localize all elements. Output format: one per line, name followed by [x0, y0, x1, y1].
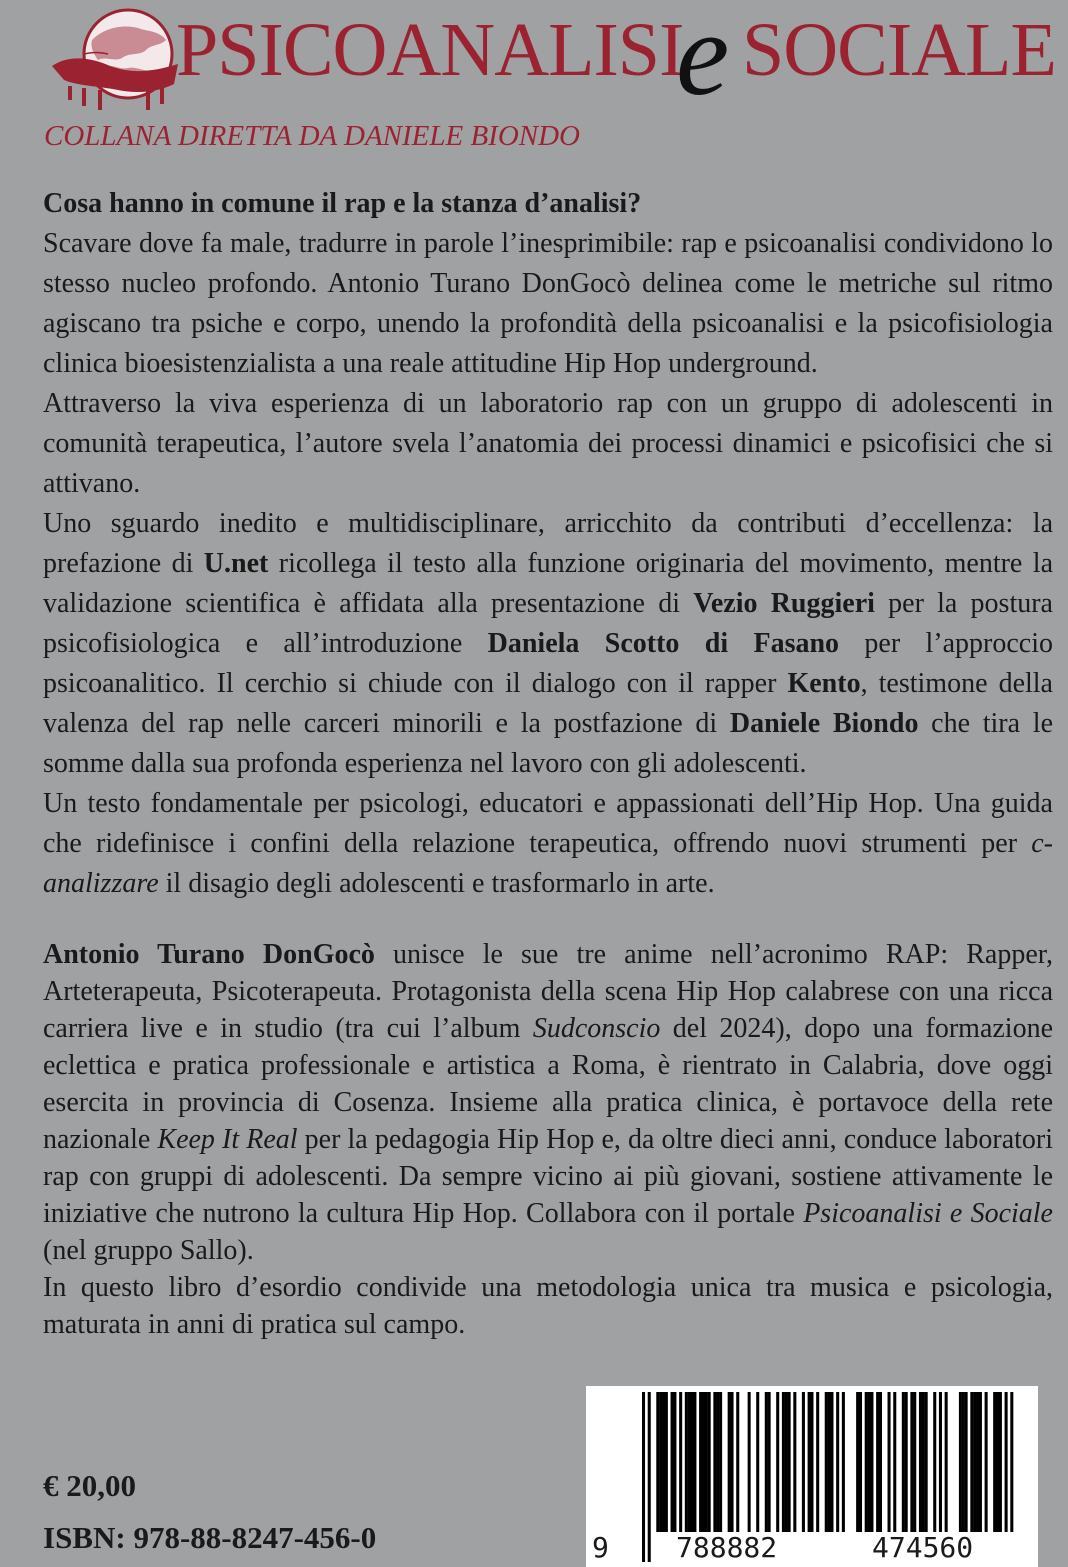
text-run: Uno sguardo inedito e multidisciplinare, arricchito da contributi d’eccellenza: la prefazione di — [43, 508, 1053, 579]
barcode-bar — [999, 1392, 1002, 1532]
contributor-kento: Kento — [787, 668, 861, 699]
author-bio-closing — [43, 1269, 1053, 1343]
barcode-bar — [736, 1392, 739, 1532]
barcode-bar — [691, 1392, 694, 1532]
contributor-unet: U.net — [203, 548, 269, 579]
author-bio-paragraph — [43, 936, 1053, 1269]
text-run: (nel gruppo Sallo). — [43, 1235, 254, 1266]
text-run: In questo libro d’esordio condivide una metodologia unica tra musica e psicologia, maturata in anni di pratica sul campo. — [43, 1272, 1053, 1340]
barcode-bar — [970, 1392, 973, 1532]
contributor-daniele-biondo: Daniele Biondo — [729, 708, 919, 739]
barcode-bar — [648, 1392, 651, 1562]
text-run: unisce le sue tre anime nell’acronimo RAP: Rapper, Arteterapeuta, Psicoterapeuta. Protagonista della scena Hip Hop calabrese con una ricca carriera live e in studio (tra cui l’album — [43, 939, 1053, 1044]
barcode-bar — [973, 1392, 976, 1532]
barcode-bar — [830, 1392, 833, 1532]
barcode-bar — [996, 1392, 999, 1532]
text-run: Un testo fondamentale per psicologi, educatori e appassionati dell’Hip Hop. Una guida che ridefinisce i confini della relazione terapeutica, offrendo nuovi strumenti per — [43, 788, 1053, 859]
barcode-digit-first: 9 — [592, 1531, 609, 1564]
blurb-heading: Cosa hanno in comune il rap e la stanza d’analisi? — [43, 188, 642, 219]
barcode-bar — [919, 1392, 922, 1532]
barcode-bar — [816, 1392, 819, 1532]
brand-title-e: e — [676, 0, 730, 120]
barcode-bar — [688, 1392, 691, 1532]
barcode-bar — [642, 1392, 645, 1562]
barcode-bar — [1005, 1392, 1008, 1532]
barcode-bar — [925, 1392, 928, 1532]
barcode-bar — [870, 1392, 873, 1532]
barcode-bar — [793, 1392, 796, 1532]
barcode-bar — [810, 1392, 813, 1532]
barcode-bar — [979, 1392, 982, 1532]
text-run: che tira le somme dalla sua profonda esperienza nel lavoro con gli adolescenti. — [43, 708, 1053, 779]
barcode-bar — [731, 1392, 734, 1532]
barcode-bar — [893, 1392, 896, 1532]
barcode-bar — [671, 1392, 674, 1532]
album-title: Sudconscio — [532, 1013, 661, 1044]
barcode-bar — [976, 1392, 979, 1532]
barcode-bar — [702, 1392, 705, 1532]
barcode-bar — [888, 1392, 891, 1532]
blurb-paragraph-4 — [43, 784, 1053, 904]
price: € 20,00 — [43, 1468, 136, 1503]
barcode-bar — [808, 1392, 811, 1532]
barcode-bar — [673, 1392, 676, 1532]
text-run: il disagio degli adolescenti e trasformarlo in arte. — [158, 868, 715, 899]
back-cover-text — [43, 184, 1053, 1343]
portal-name: Psicoanalisi e Sociale — [803, 1198, 1053, 1229]
barcode-bar — [865, 1392, 868, 1532]
barcode-bar — [856, 1392, 859, 1532]
text-run: per la postura psicofisiologica e all’introduzione — [43, 588, 1053, 659]
text-run: ricollega il testo alla funzione originaria del movimento, mentre la validazione scientifica è affidata alla presentazione di — [43, 548, 1053, 619]
barcode-bar — [662, 1392, 665, 1532]
barcode-bar — [993, 1392, 996, 1532]
barcode-bar — [665, 1392, 668, 1532]
header — [0, 0, 1068, 160]
barcode-bar — [719, 1392, 722, 1532]
barcode-bar — [705, 1392, 708, 1532]
barcode-bar — [685, 1392, 688, 1532]
barcode-bar — [802, 1392, 805, 1532]
barcode-bar — [902, 1392, 905, 1532]
globe-hands-logo — [48, 6, 188, 118]
barcode-digits-left: 788882 — [676, 1531, 778, 1564]
barcode-bar — [728, 1392, 731, 1532]
barcode-bar — [922, 1392, 925, 1532]
barcode-bar — [1010, 1392, 1013, 1532]
isbn: ISBN: 978-88-8247-456-0 — [43, 1520, 377, 1555]
barcode-bar — [765, 1392, 768, 1532]
barcode-bar — [933, 1392, 936, 1532]
brand-title-psicoanalisi: PSICOANALISI — [176, 8, 684, 92]
barcode-bar — [679, 1392, 682, 1532]
italic-term: c-analizzare — [43, 828, 1053, 899]
barcode-bar — [782, 1392, 785, 1532]
barcode-bar — [879, 1392, 882, 1532]
barcode-bar — [910, 1392, 913, 1532]
contributor-vezio-ruggieri: Vezio Ruggieri — [693, 588, 875, 619]
text-run: per la pedagogia Hip Hop e, da oltre dieci anni, conduce laboratori rap con gruppi di adolescenti. Da sempre vicino ai più giovani, sostiene attivamente le iniziative che nutrono la cultura Hip Hop. Collabora con il portale — [43, 1124, 1054, 1229]
text-run: , testimone della valenza del rap nelle carceri minorili e la postfazione di — [43, 668, 1053, 739]
barcode-bar — [699, 1392, 702, 1532]
barcode-bar — [768, 1392, 771, 1532]
author-name: Antonio Turano DonGocò — [43, 939, 375, 970]
contributor-daniela-scotto: Daniela Scotto di Fasano — [487, 628, 840, 659]
barcode-bar — [708, 1392, 711, 1532]
barcode-bar — [693, 1392, 696, 1532]
barcode-bar — [828, 1392, 831, 1532]
barcode-bar — [962, 1392, 965, 1532]
barcode-bar — [836, 1392, 839, 1532]
series-editor-line: COLLANA DIRETTA DA DANIELE BIONDO — [44, 120, 581, 152]
barcode-bar — [842, 1392, 845, 1532]
barcode-bar — [659, 1392, 662, 1532]
barcode-bar — [785, 1392, 788, 1532]
barcode-digits-right: 474560 — [872, 1531, 974, 1564]
barcode-bar — [713, 1392, 716, 1532]
barcode-bar — [859, 1392, 862, 1532]
barcode-bar — [876, 1392, 879, 1532]
barcode-bar — [788, 1392, 791, 1532]
text-run: per l’approccio psicoanalitico. Il cerchio si chiude con il dialogo con il rapper — [43, 628, 1053, 699]
text-run: del 2024), dopo una formazione eclettica e pratica professionale e artistica a Roma, è rientrato in Calabria, dove oggi esercita in provincia di Cosenza. Insieme alla pratica clinica, è portavoce della rete nazionale — [43, 1013, 1054, 1155]
barcode-bar — [756, 1392, 759, 1532]
barcode-bar — [959, 1392, 962, 1532]
barcode-bar — [716, 1392, 719, 1532]
network-name: Keep It Real — [157, 1124, 298, 1155]
blurb-paragraph-1: Scavare dove fa male, tradurre in parole l’inesprimibile: rap e psicoanalisi condividono lo stesso nucleo profondo. Antonio Turano DonGocò delinea come le metriche sul ritmo agiscano tra psiche e corpo, unendo la profondità della psicoanalisi e la psicofisiologia clinica bioesistenzialista a una reale attitudine Hip Hop underground. — [43, 228, 1053, 379]
barcode-bar — [868, 1392, 871, 1532]
barcode-bar — [913, 1392, 916, 1532]
barcode-bar — [985, 1392, 988, 1532]
barcode-bar — [905, 1392, 908, 1532]
blurb-paragraph-2: Attraverso la viva esperienza di un laboratorio rap con un gruppo di adolescenti in comunità terapeutica, l’autore svela l’anatomia dei processi dinamici e psicofisici che si attivano. — [43, 388, 1053, 499]
barcode-bar — [656, 1392, 659, 1532]
barcode-bar — [939, 1392, 942, 1532]
barcode-bar — [776, 1392, 779, 1532]
barcode-bar — [825, 1392, 828, 1532]
brand-title-sociale: SOCIALE — [742, 8, 1056, 92]
blurb-paragraph-3 — [43, 504, 1053, 784]
barcode-bar — [748, 1392, 751, 1532]
barcode-bar — [965, 1392, 968, 1532]
barcode-bar — [945, 1392, 948, 1532]
